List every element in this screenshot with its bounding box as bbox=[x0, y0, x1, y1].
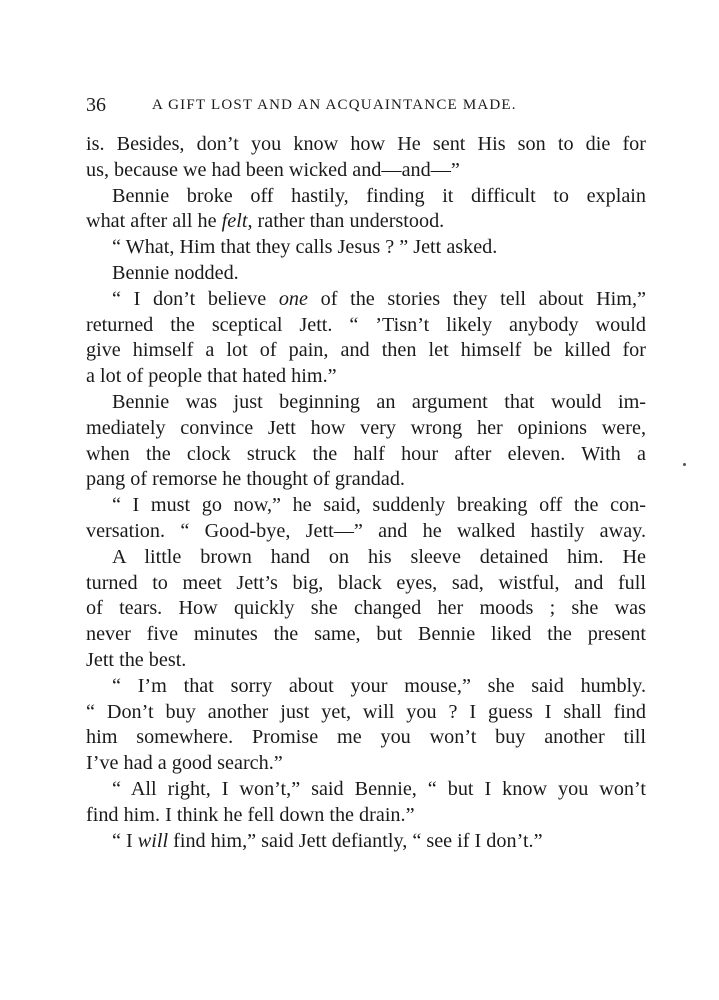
text-line: him somewhere. Promise me you won’t buy another till bbox=[86, 726, 646, 749]
text-line: “ What, Him that they calls Jesus ? ” Jett asked. bbox=[112, 236, 498, 259]
text-line: Jett the best. bbox=[86, 648, 187, 671]
text-line: never five minutes the same, but Bennie liked the present bbox=[86, 623, 646, 646]
text-line: returned the sceptical Jett. “ ’Tisn’t likely anybody would bbox=[86, 313, 646, 336]
text-fragment: , rather than understood. bbox=[247, 210, 445, 233]
running-head bbox=[86, 93, 646, 117]
text-line: of tears. How quickly she changed her moods ; she was bbox=[86, 597, 646, 620]
text-line: “ All right, I won’t,” said Bennie, “ but I know you won’t bbox=[112, 777, 646, 800]
text-line: Bennie broke off hastily, finding it difficult to explain bbox=[112, 184, 646, 207]
text-line: find him. I think he fell down the drain.” bbox=[86, 803, 415, 826]
text-line: give himself a lot of pain, and then let himself be killed for bbox=[86, 339, 646, 362]
text-line: us, because we had been wicked and—and—” bbox=[86, 158, 460, 181]
text-fragment: what after all he bbox=[86, 210, 222, 233]
text-line: Bennie nodded. bbox=[112, 261, 239, 284]
text-line: “ Don’t buy another just yet, will you ? I guess I shall find bbox=[86, 700, 646, 723]
emphasized-word: will bbox=[137, 829, 169, 852]
text-line: when the clock struck the half hour after eleven. With a bbox=[86, 442, 646, 465]
text-line: turned to meet Jett’s big, black eyes, sad, wistful, and full bbox=[86, 571, 646, 594]
body-text bbox=[86, 132, 646, 854]
emphasized-word: felt bbox=[221, 210, 248, 233]
text-fragment: “ I don’t believe bbox=[112, 287, 279, 310]
text-line bbox=[86, 287, 646, 313]
text-line: A little brown hand on his sleeve detained him. He bbox=[112, 545, 646, 568]
running-title: A GIFT LOST AND AN ACQUAINTANCE MADE. bbox=[152, 97, 517, 113]
text-line: “ I’m that sorry about your mouse,” she said humbly. bbox=[112, 674, 646, 697]
page-number: 36 bbox=[86, 94, 106, 116]
text-line bbox=[86, 209, 646, 235]
margin-speck bbox=[683, 463, 686, 466]
text-line: pang of remorse he thought of grandad. bbox=[86, 468, 405, 491]
text-line: versation. “ Good-bye, Jett—” and he walked hastily away. bbox=[86, 519, 646, 542]
text-fragment: find him,” said Jett defiantly, “ see if I don’t.” bbox=[168, 829, 543, 852]
emphasized-word: one bbox=[278, 287, 308, 310]
text-fragment: “ I bbox=[112, 829, 138, 852]
text-fragment: of the stories they tell about Him,” bbox=[307, 287, 646, 310]
text-line: I’ve had a good search.” bbox=[86, 752, 283, 775]
text-line: is. Besides, don’t you know how He sent His son to die for bbox=[86, 133, 646, 155]
text-line: a lot of people that hated him.” bbox=[86, 365, 337, 388]
text-line: Bennie was just beginning an argument that would im- bbox=[112, 390, 646, 413]
text-line: mediately convince Jett how very wrong her opinions were, bbox=[86, 416, 646, 439]
text-line: “ I must go now,” he said, suddenly breaking off the con- bbox=[112, 494, 646, 517]
text-line bbox=[86, 829, 646, 855]
